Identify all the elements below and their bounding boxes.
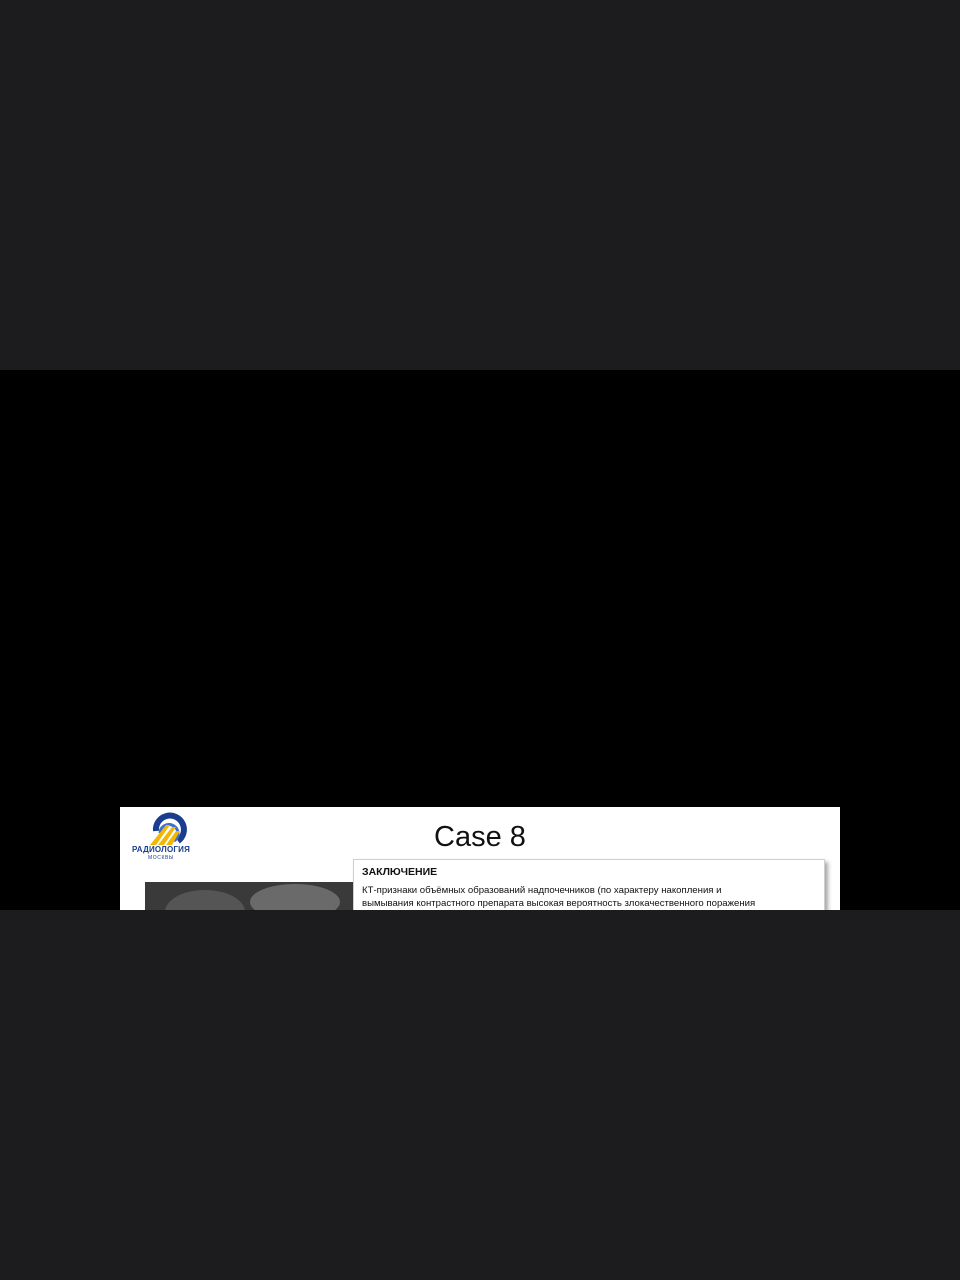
top-letterbox [0,0,960,370]
bottom-letterbox [0,910,960,1280]
slide-title: Case 8 [434,821,526,853]
logo-subtitle: МОСКВЫ [148,855,174,861]
conclusion-line: вымывания контрастного препарата высокая вероятность злокачественного поражения [362,898,756,909]
conclusion-line: КТ-признаки объёмных образований надпочечников (по характеру накопления и [362,885,722,896]
logo-name: РАДИОЛОГИЯ [131,845,191,854]
video-frame[interactable] [0,370,960,910]
conclusion-heading: ЗАКЛЮЧЕНИЕ [362,866,438,878]
